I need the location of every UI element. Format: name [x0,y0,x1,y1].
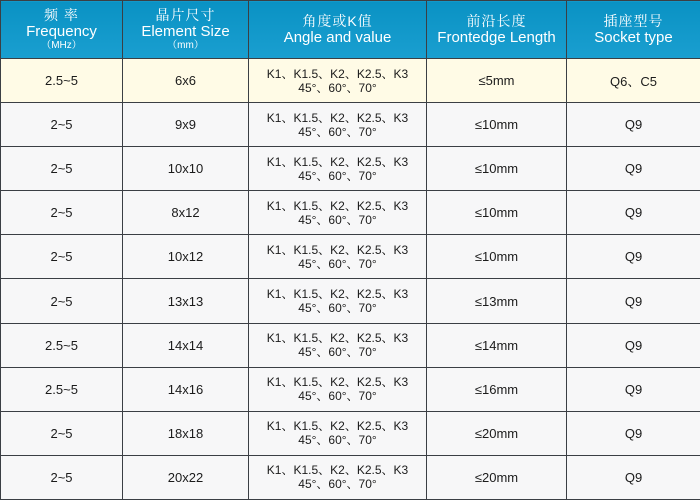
cell-frontedge: ≤10mm [427,103,567,147]
cell-frequency: 2~5 [1,147,123,191]
cell-frequency: 2~5 [1,103,123,147]
table-row [1,411,700,455]
header-socket-cn: 插座型号 [603,13,664,29]
cell-element-size: 9x9 [123,103,249,147]
header-row [1,1,700,59]
cell-angle-degrees: 45°、60°、70° [298,477,377,492]
cell-frequency: 2~5 [1,235,123,279]
header-frequency-unit: （MHz） [41,40,82,51]
cell-socket: Q6、C5 [567,59,700,103]
header-frontedge-en: Frontedge Length [437,29,556,46]
header-frequency [1,1,123,59]
cell-element-size: 18x18 [123,411,249,455]
cell-angle-k-values: K1、K1.5、K2、K2.5、K3 [266,287,409,302]
cell-frontedge: ≤14mm [427,323,567,367]
cell-element-size: 10x10 [123,147,249,191]
table-row [1,59,700,103]
cell-frontedge: ≤20mm [427,455,567,499]
cell-socket: Q9 [567,235,700,279]
cell-element-size: 14x16 [123,367,249,411]
cell-angle-degrees: 45°、60°、70° [298,345,377,360]
cell-frontedge: ≤5mm [427,59,567,103]
table-row [1,323,700,367]
cell-socket: Q9 [567,455,700,499]
cell-angle-degrees: 45°、60°、70° [298,301,377,316]
table-row [1,147,700,191]
cell-angle-degrees: 45°、60°、70° [298,168,377,183]
cell-angle-degrees: 45°、60°、70° [298,256,377,271]
cell-angle [249,411,427,455]
cell-angle-degrees: 45°、60°、70° [298,124,377,139]
cell-socket: Q9 [567,191,700,235]
cell-angle [249,103,427,147]
cell-frequency: 2.5~5 [1,59,123,103]
cell-element-size: 20x22 [123,455,249,499]
cell-angle-degrees: 45°、60°、70° [298,433,377,448]
header-element-size-cn: 晶片尺寸 [155,7,216,23]
cell-element-size: 6x6 [123,59,249,103]
cell-angle [249,147,427,191]
cell-element-size: 8x12 [123,191,249,235]
cell-angle-k-values: K1、K1.5、K2、K2.5、K3 [266,110,409,125]
header-frontedge-cn: 前沿长度 [466,13,527,29]
table-row [1,103,700,147]
cell-frontedge: ≤20mm [427,411,567,455]
header-element-size-unit: （mm） [167,40,204,51]
cell-angle [249,367,427,411]
header-angle-en: Angle and value [283,29,392,46]
cell-element-size: 13x13 [123,279,249,323]
table-row [1,191,700,235]
cell-angle-degrees: 45°、60°、70° [298,389,377,404]
header-frequency-cn: 频 率 [44,7,79,23]
cell-frontedge: ≤16mm [427,367,567,411]
cell-angle-degrees: 45°、60°、70° [298,80,377,95]
cell-angle [249,279,427,323]
cell-frequency: 2~5 [1,411,123,455]
table-header [1,1,700,59]
header-socket-en: Socket type [594,29,673,46]
cell-angle [249,455,427,499]
cell-frequency: 2~5 [1,191,123,235]
cell-angle-k-values: K1、K1.5、K2、K2.5、K3 [266,375,409,390]
cell-socket: Q9 [567,367,700,411]
cell-angle [249,235,427,279]
table-row [1,367,700,411]
cell-socket: Q9 [567,103,700,147]
cell-angle [249,59,427,103]
header-frontedge [427,1,567,59]
table-row [1,279,700,323]
header-angle [249,1,427,59]
cell-frontedge: ≤13mm [427,279,567,323]
header-frequency-en: Frequency [26,23,97,40]
cell-frontedge: ≤10mm [427,191,567,235]
cell-frequency: 2.5~5 [1,367,123,411]
cell-frequency: 2.5~5 [1,323,123,367]
table-body [1,59,700,500]
cell-angle-k-values: K1、K1.5、K2、K2.5、K3 [266,463,409,478]
cell-angle-k-values: K1、K1.5、K2、K2.5、K3 [266,198,409,213]
table-row [1,455,700,499]
cell-angle-k-values: K1、K1.5、K2、K2.5、K3 [266,331,409,346]
cell-angle-k-values: K1、K1.5、K2、K2.5、K3 [266,242,409,257]
cell-frequency: 2~5 [1,455,123,499]
cell-socket: Q9 [567,323,700,367]
cell-frequency: 2~5 [1,279,123,323]
header-element-size-en: Element Size [141,23,230,40]
cell-angle-k-values: K1、K1.5、K2、K2.5、K3 [266,419,409,434]
header-angle-cn: 角度或K值 [302,13,373,29]
cell-socket: Q9 [567,147,700,191]
cell-angle-k-values: K1、K1.5、K2、K2.5、K3 [266,66,409,81]
cell-socket: Q9 [567,279,700,323]
cell-frontedge: ≤10mm [427,147,567,191]
cell-element-size: 10x12 [123,235,249,279]
cell-socket: Q9 [567,411,700,455]
cell-angle-degrees: 45°、60°、70° [298,212,377,227]
table-row [1,235,700,279]
cell-angle-k-values: K1、K1.5、K2、K2.5、K3 [266,154,409,169]
cell-angle [249,191,427,235]
cell-frontedge: ≤10mm [427,235,567,279]
cell-angle [249,323,427,367]
header-socket [567,1,700,59]
header-element-size [123,1,249,59]
cell-element-size: 14x14 [123,323,249,367]
